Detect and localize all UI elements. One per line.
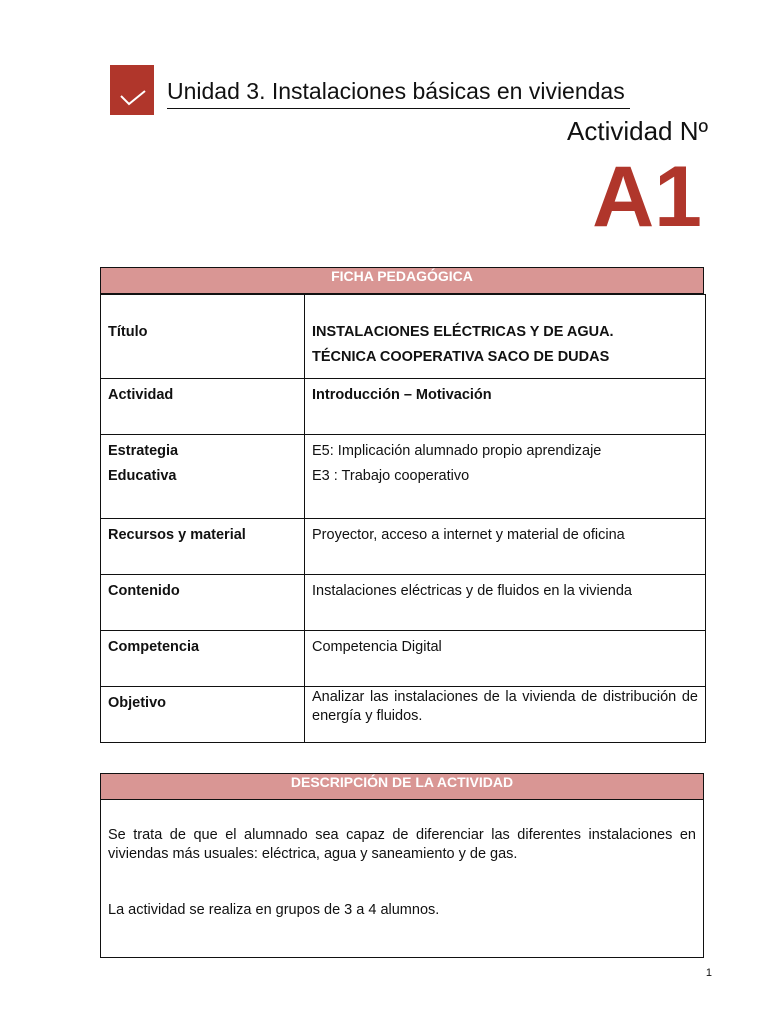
checkmark-icon: [110, 65, 154, 115]
table-row: [101, 631, 706, 687]
row-label: Recursos y material: [101, 519, 305, 575]
row-label: Actividad: [101, 379, 305, 435]
table-row: [101, 295, 706, 379]
table-row: [101, 687, 706, 743]
ficha-table: [100, 294, 706, 743]
table-row: [101, 519, 706, 575]
page-number: 1: [705, 967, 712, 979]
row-label: Estrategia Educativa: [101, 435, 305, 519]
row-value: E5: Implicación alumnado propio aprendizaje E3 : Trabajo cooperativo: [305, 435, 706, 519]
row-label: Objetivo: [101, 687, 305, 743]
row-value: INSTALACIONES ELÉCTRICAS Y DE AGUA. TÉCNICA COOPERATIVA SACO DE DUDAS: [305, 295, 706, 379]
unit-title: Unidad 3. Instalaciones básicas en viviendas: [167, 78, 625, 104]
row-value: Proyector, acceso a internet y material de oficina: [305, 519, 706, 575]
descripcion-paragraph: La actividad se realiza en grupos de 3 a 4 alumnos.: [108, 902, 440, 918]
descripcion-heading: DESCRIPCIÓN DE LA ACTIVIDAD: [100, 773, 704, 800]
table-row: [101, 379, 706, 435]
row-label: Contenido: [101, 575, 305, 631]
row-label: Título: [101, 295, 305, 379]
table-row: [101, 435, 706, 519]
ficha-heading: FICHA PEDAGÓGICA: [100, 267, 704, 294]
descripcion-box: [100, 800, 704, 958]
row-value: Analizar las instalaciones de la vivienda de distribución de energía y fluidos.: [305, 687, 706, 743]
row-value: Introducción – Motivación: [305, 379, 706, 435]
activity-code: A1: [592, 149, 702, 245]
activity-label: Actividad Nº: [567, 116, 708, 146]
unit-logo: [110, 65, 154, 115]
descripcion-paragraph: Se trata de que el alumnado sea capaz de diferenciar las diferentes instalaciones en viviendas más usuales: eléctrica, agua y saneamiento y de gas.: [108, 827, 696, 862]
row-label: Competencia: [101, 631, 305, 687]
table-row: [101, 575, 706, 631]
row-value: Competencia Digital: [305, 631, 706, 687]
row-value: Instalaciones eléctricas y de fluidos en la vivienda: [305, 575, 706, 631]
title-underline: [167, 108, 630, 109]
